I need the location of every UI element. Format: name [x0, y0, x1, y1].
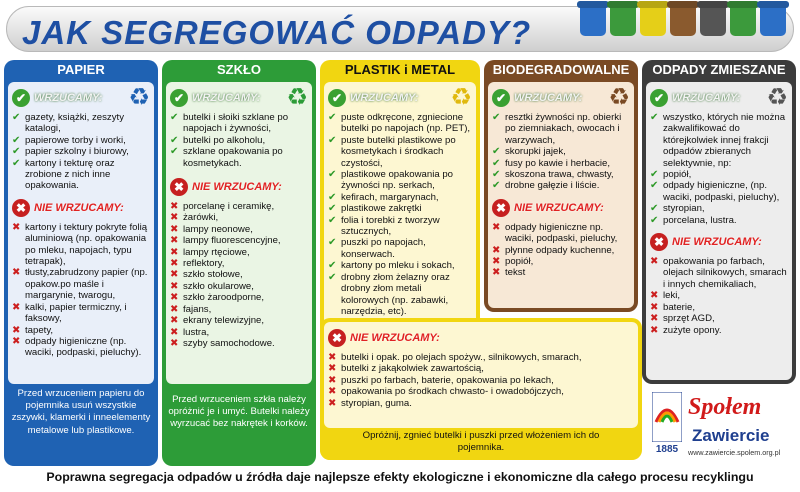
check-icon: ✔ [650, 89, 668, 107]
column-szklo: SZKŁO ✔ WRZUCAMY: ♻ ✔ butelki i słoiki szklane po napojach i żywności, ✔ butelki po alkoholu, ✔ szklane opakowania po kosmetykach. ✖ NIE WRZUCAMY: ✖ porcelanę i ceramikę, ✖ żarówki, ✖ lampy neonowe, ✖ lampy fluorescencyjne, ✖ lampy rtęciowe, ✖ reflektory, ✖ szkło stołowe, ✖ szkło okularowe, ✖ szkło żaroodporne, ✖ fajans, ✖ ekrany telewizyjne, ✖ lustra, ✖ szyby samochodowe. Przed wrzuceniem szkła należy opróżnić je i umyć. Butelki należy wyrzucać bez nakrętek i korków. [162, 60, 316, 466]
recycle-icon: ♻ [286, 84, 308, 111]
logo-url: www.zawiercie.spolem.org.pl [688, 448, 781, 457]
recycle-icon: ♻ [766, 84, 788, 111]
yes-list: ✔ resztki żywności np. obierki po ziemniakach, owocach i warzywach, ✔ skorupki jajek, ✔ fusy po kawie i herbacie, ✔ skoszona trawa, chwasty, ✔ drobne gałęzie i liście. [492, 112, 630, 192]
column-note: Opróżnij, zgnieć butelki i puszki przed włożeniem ich do pojemnika. [362, 430, 600, 454]
plastik-lower-panel: ✖ NIE WRZUCAMY: ✖ butelki i opak. po olejach spożyw., silnikowych, smarach, ✖ butelki z jakąkolwiek zawartością, ✖ puszki po farbach, baterie, opakowania po lekach, ✖ opakowania po środkach chwasto- i owadobójczych, ✖ styropian, guma. Opróżnij, zgnieć butelki i puszki przed włożeniem ich do pojemnika. [320, 318, 642, 460]
no-list: ✖ porcelanę i ceramikę, ✖ żarówki, ✖ lampy neonowe, ✖ lampy fluorescencyjne, ✖ lampy rtęciowe, ✖ reflektory, ✖ szkło stołowe, ✖ szkło okularowe, ✖ szkło żaroodporne, ✖ fajans, ✖ ekrany telewizyjne, ✖ lustra, ✖ szyby samochodowe. [170, 201, 308, 349]
no-list: ✖ kartony i tektury pokryte folią aluminiową (np. opakowania po mleku, napojach, typu tetrapak), ✖ tłusty,zabrudzony papier (np. opakow.po maśle i margarynie, twarogu, ✖ kalki, papier termiczny, i faksowy, ✖ tapety, ✖ odpady higieniczne (np. waciki, podpaski, pieluchy). [12, 222, 150, 359]
check-icon: ✔ [328, 89, 346, 107]
cross-icon: ✖ [650, 233, 668, 251]
no-list: ✖ odpady higieniczne np. waciki, podpaski, pieluchy, ✖ płynne odpady kuchenne, ✖ popiół, ✖ tekst [492, 222, 630, 279]
column-bio: BIODEGRADOWALNE ✔ WRZUCAMY: ♻ ✔ resztki żywności np. obierki po ziemniakach, owocach i warzywach, ✔ skorupki jajek, ✔ fusy po kawie i herbacie, ✔ skoszona trawa, chwasty, ✔ drobne gałęzie i liście. ✖ NIE WRZUCAMY: ✖ odpady higieniczne np. waciki, podpaski, pieluchy, ✖ płynne odpady kuchenne, ✖ popiół, ✖ tekst [484, 60, 638, 312]
no-list: ✖ opakowania po farbach, olejach silnikowych, smarach i innych chemikaliach, ✖ leki, ✖ baterie, ✖ sprzęt AGD, ✖ zużyte opony. [650, 256, 788, 336]
check-icon: ✔ [170, 89, 188, 107]
recycle-icon: ♻ [608, 84, 630, 111]
check-icon: ✔ [492, 89, 510, 107]
recycle-icon: ♻ [450, 84, 472, 111]
no-list: ✖ butelki i opak. po olejach spożyw., silnikowych, smarach, ✖ butelki z jakąkolwiek zawartością, ✖ puszki po farbach, baterie, opakowania po lekach, ✖ opakowania po środkach chwasto- i owadobójczych, ✖ styropian, guma. [328, 352, 634, 409]
column-header: PAPIER [57, 62, 105, 77]
column-note: Przed wrzuceniem szkła należy opróżnić je i umyć. Butelki należy wyrzucać bez nakrętek i korków. [168, 394, 310, 430]
column-header: PLASTIK i METAL [344, 62, 456, 77]
column-header: ODPADY ZMIESZANE [652, 62, 786, 77]
rainbow-logo-icon [652, 392, 682, 442]
check-icon: ✔ [12, 89, 30, 107]
logo-city: Zawiercie [692, 426, 770, 445]
logo-brand: Społem [688, 394, 762, 420]
cross-icon: ✖ [492, 199, 510, 217]
yes-list: ✔ gazety, książki, zeszyty katalogi, ✔ papierowe torby i worki, ✔ papier szkolny i biurowy, ✔ kartony i tekturę oraz zrobione z nich inne opakowania. [12, 112, 150, 192]
spolem-logo [648, 390, 794, 462]
cross-icon: ✖ [12, 199, 30, 217]
cross-icon: ✖ [328, 329, 346, 347]
column-header: BIODEGRADOWALNE [492, 62, 630, 77]
yes-list: ✔ puste odkręcone, zgniecione butelki po napojach (np. PET), ✔ puste butelki plastikowe po kosmetykach i środkach czystości, ✔ plastikowe opakowania po żywności np. serkach, ✔ kefirach, margarynach, ✔ plastikowe zakrętki ✔ folia i torebki z tworzyw sztucznych, ✔ puszki po napojach, konserwach. ✔ kartony po mleku i sokach, ✔ drobny złom żelazny oraz drobny złom metali kolorowych (np. zabawki, narzędzia, etc). [328, 112, 472, 317]
cross-icon: ✖ [170, 178, 188, 196]
column-zmieszane: ODPADY ZMIESZANE ✔ WRZUCAMY: ♻ ✔ wszystko, których nie można zakwalifikować do którejkolwiek innej frakcji odpadów zbieranych selektywnie, np: ✔ popiół, ✔ odpady higieniczne, (np. waciki, podpaski, pieluchy), ✔ styropian, ✔ porcelana, lustra. ✖ NIE WRZUCAMY: ✖ opakowania po farbach, olejach silnikowych, smarach i innych chemikaliach, ✖ leki, ✖ baterie, ✖ sprzęt AGD, ✖ zużyte opony. [642, 60, 796, 384]
yes-list: ✔ butelki i słoiki szklane po napojach i żywności, ✔ butelki po alkoholu, ✔ szklane opakowania po kosmetykach. [170, 112, 308, 169]
recycle-icon: ♻ [128, 84, 150, 111]
column-header: SZKŁO [216, 62, 262, 77]
column-papier: PAPIER ✔ WRZUCAMY: ♻ ✔ gazety, książki, zeszyty katalogi, ✔ papierowe torby i worki, ✔ papier szkolny i biurowy, ✔ kartony i tekturę oraz zrobione z nich inne opakowania. ✖ NIE WRZUCAMY: ✖ kartony i tektury pokryte folią aluminiową (np. opakowania po mleku, napojach, typu tetrapak), ✖ tłusty,zabrudzony papier (np. opakow.po maśle i margarynie, twarogu, ✖ kalki, papier termiczny, i faksowy, ✖ tapety, ✖ odpady higieniczne (np. waciki, podpaski, pieluchy). Przed wrzuceniem papieru do pojemnika usuń wszystkie zszywki, klamerki i inneelementy metalowe lub plastikowe. [4, 60, 158, 466]
logo-year: 1885 [655, 444, 679, 455]
column-note: Przed wrzuceniem papieru do pojemnika usuń wszystkie zszywki, klamerki i inneelementy metalowe lub plastikowe. [11, 388, 151, 436]
page-title: JAK SEGREGOWAĆ ODPADY? [22, 14, 532, 51]
footer-text: Poprawna segregacja odpadów u źródła daje najlepsze efekty ekologiczne i ekonomiczne dla całego procesu recyklingu [46, 470, 754, 484]
column-plastik: PLASTIK i METAL ✔ WRZUCAMY: ♻ ✔ puste odkręcone, zgniecione butelki po napojach (np. PET), ✔ puste butelki plastikowe po kosmetykach i środkach czystości, ✔ plastikowe opakowania po żywności np. serkach, ✔ kefirach, margarynach, ✔ plastikowe zakrętki ✔ folia i torebki z tworzyw sztucznych, ✔ puszki po napojach, konserwach. ✔ kartony po mleku i sokach, ✔ drobny złom żelazny oraz drobny złom metali kolorowych (np. zabawki, narzędzia, etc). [320, 60, 480, 460]
yes-list: ✔ wszystko, których nie można zakwalifikować do którejkolwiek innej frakcji odpadów zbieranych selektywnie, np: ✔ popiół, ✔ odpady higieniczne, (np. waciki, podpaski, pieluchy), ✔ styropian, ✔ porcelana, lustra. [650, 112, 788, 226]
